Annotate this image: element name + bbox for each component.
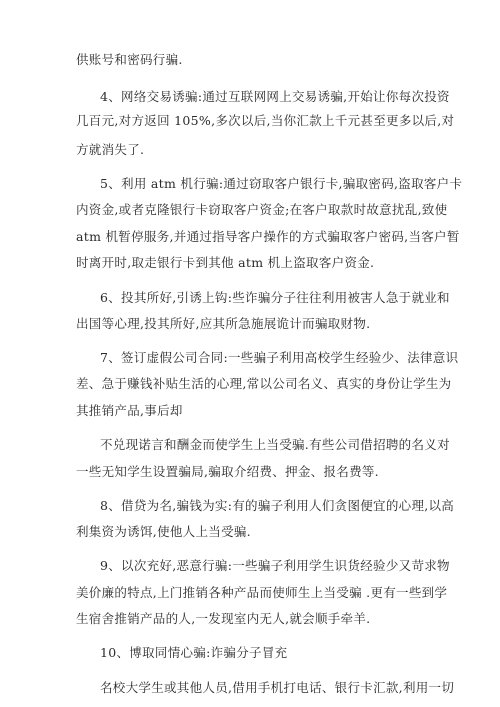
- paragraph-7-line-2: 差、急于赚钱补贴生活的心理,常以公司名义、真实的身份让学生为: [76, 376, 452, 391]
- paragraph-5-line-4: 时离开时,取走银行卡到其他 atm 机上盗取客户资金.: [76, 255, 375, 270]
- paragraph-7b-line-1: 不兑现诺言和酬金而使学生上当受骗.有些公司借招聘的名义对: [100, 437, 450, 452]
- paragraph-9-line-1: 9、以次充好,恶意行骗:一些骗子利用学生识货经验少又苛求物: [100, 558, 450, 573]
- paragraph-8-line-1: 8、借贷为名,骗钱为实:有的骗子利用人们贪图便宜的心理,以高: [100, 498, 455, 513]
- paragraph-5-line-1: 5、利用 atm 机行骗:通过窃取客户银行卡,骗取密码,盗取客户卡: [100, 176, 463, 191]
- paragraph-10-line-1: 10、博取同情心骗:诈骗分子冒充: [100, 645, 288, 660]
- paragraph-5-line-3: atm 机暂停服务,并通过指导客户操作的方式骗取客户密码,当客户暂: [76, 229, 460, 244]
- paragraph-10b-line-1: 名校大学生或其他人员,借用手机打电话、银行卡汇款,利用一切: [100, 680, 455, 695]
- paragraph-6-line-1: 6、投其所好,引诱上钩:些诈骗分子往往利用被害人急于就业和: [100, 290, 450, 305]
- paragraph-4-line-1: 4、网络交易诱骗:通过互联网网上交易诱骗,开始让你每次投资: [100, 89, 450, 104]
- paragraph-5-line-2: 内资金,或者克隆银行卡窃取客户资金;在客户取款时故意扰乱,致使: [76, 202, 448, 217]
- paragraph-4-line-3: 方就消失了.: [76, 142, 145, 157]
- paragraph-9-line-2: 美价廉的特点,上门推销各种产品而使师生上当受骗 .更有一些到学: [76, 585, 448, 600]
- paragraph-7b-line-2: 一些无知学生设置骗局,骗取介绍费、押金、报名费等.: [76, 464, 379, 479]
- paragraph-9-line-3: 生宿舍推销产品的人,一发现室内无人,就会顺手牵羊.: [76, 611, 371, 626]
- paragraph-7-line-1: 7、签订虚假公司合同:一些骗子利用高校学生经验少、法律意识: [100, 350, 459, 365]
- paragraph-4-line-2: 几百元,对方返回 105%,多次以后,当你汇款上千元甚至更多以后,对: [76, 113, 455, 128]
- paragraph-7-line-3: 其推销产品,事后却: [76, 403, 183, 418]
- paragraph-8-line-2: 利集资为诱饵,使他人上当受骗.: [76, 524, 251, 539]
- text-line: 供账号和密码行骗.: [76, 52, 183, 67]
- paragraph-6-line-2: 出国等心理,投其所好,应其所急施展诡计而骗取财物.: [76, 316, 371, 331]
